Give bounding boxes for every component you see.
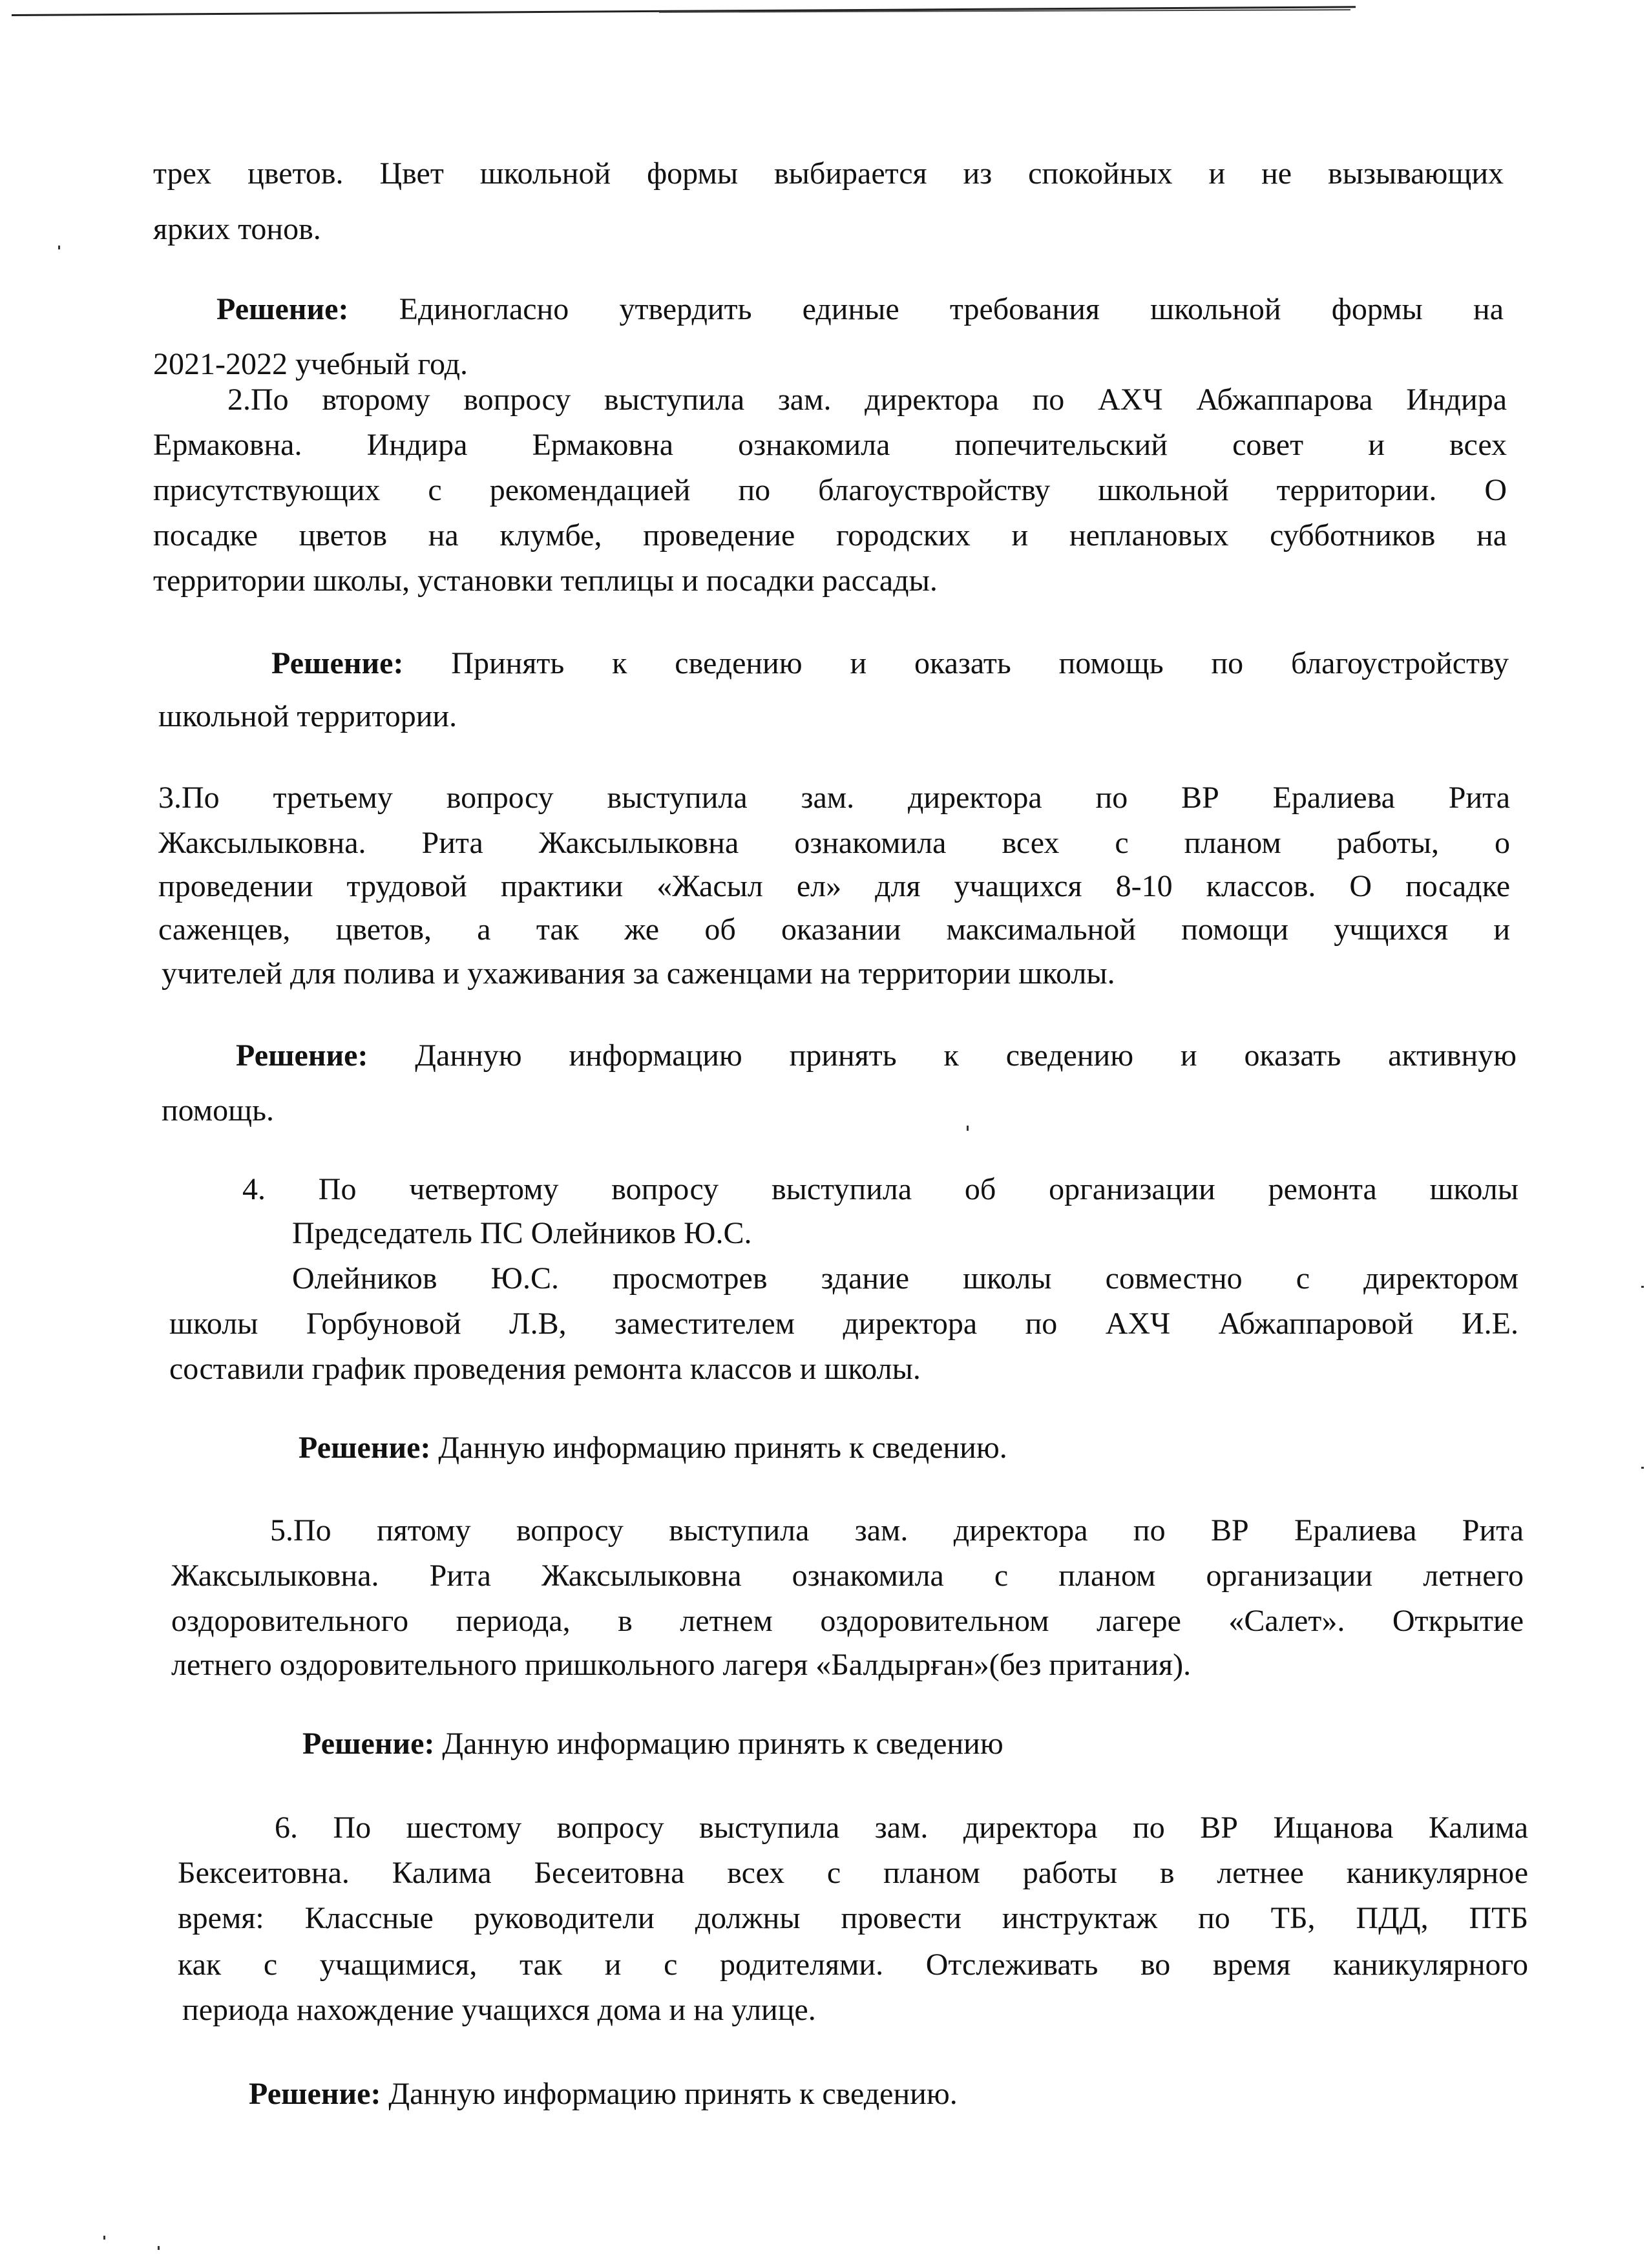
decision-label: Решение: bbox=[216, 292, 349, 326]
body-text-line: Жаксылыковна. Рита Жаксылыковна ознакомила всех с планом работы, о bbox=[158, 826, 1510, 860]
scan-speck bbox=[158, 2246, 160, 2250]
item-5-heading-line: 5.По пятому вопросу выступила зам. директора по ВР Ералиева Рита bbox=[270, 1513, 1524, 1548]
scan-speck bbox=[1641, 1286, 1644, 1288]
decision-paragraph-2 bbox=[271, 645, 1509, 682]
body-text-line: Председатель ПС Олейников Ю.С. bbox=[292, 1216, 752, 1250]
item-4-heading-line: 4. По четвертому вопросу выступила об организации ремонта школы bbox=[242, 1172, 1518, 1206]
decision-text: Единогласно утвердить единые требования школьной формы на bbox=[399, 292, 1504, 326]
decision-paragraph-6 bbox=[249, 2075, 958, 2113]
body-text-line: школьной территории. bbox=[158, 699, 457, 733]
decision-text: Данную информацию принять к сведению bbox=[442, 1727, 1003, 1761]
decision-paragraph-4 bbox=[299, 1429, 1007, 1467]
body-text-line: проведении трудовой практики «Жасыл ел» для учащихся 8-10 классов. О посадке bbox=[158, 869, 1510, 903]
body-text-line: трех цветов. Цвет школьной формы выбирается из спокойных и не вызывающих bbox=[153, 156, 1504, 191]
body-text-line: периода нахождение учащихся дома и на улице. bbox=[182, 1993, 816, 2027]
body-text-line: составили график проведения ремонта классов и школы. bbox=[169, 1352, 921, 1386]
decision-paragraph-5 bbox=[302, 1725, 1003, 1763]
decision-label: Решение: bbox=[236, 1038, 368, 1073]
body-text-line: посадке цветов на клумбе, проведение городских и неплановых субботников на bbox=[153, 518, 1507, 552]
body-text-line: летнего оздоровительного пришкольного лагеря «Балдырған»(без притания). bbox=[171, 1648, 1192, 1682]
decision-text: Данную информацию принять к сведению. bbox=[388, 2077, 958, 2111]
scan-speck bbox=[58, 246, 60, 249]
decision-label: Решение: bbox=[249, 2077, 381, 2111]
body-text-line: помощь. bbox=[162, 1093, 274, 1128]
body-text-line: Бексеитовна. Калима Бесеитовна всех с планом работы в летнее каникулярное bbox=[178, 1856, 1528, 1890]
body-text-line: Ермаковна. Индира Ермаковна ознакомила попечительский совет и всех bbox=[153, 428, 1507, 462]
item-6-heading-line: 6. По шестому вопросу выступила зам. директора по ВР Ищанова Калима bbox=[275, 1811, 1528, 1845]
body-text-line: оздоровительного периода, в летнем оздоровительном лагере «Салет». Открытие bbox=[171, 1604, 1524, 1638]
body-text-line: Олейников Ю.С. просмотрев здание школы совместно с директором bbox=[292, 1261, 1518, 1296]
scan-speck bbox=[1641, 1467, 1644, 1469]
scan-speck bbox=[967, 1126, 969, 1131]
decision-text: Данную информацию принять к сведению. bbox=[438, 1431, 1007, 1465]
decision-paragraph-3 bbox=[236, 1037, 1517, 1075]
item-2-heading-line: 2.По второму вопросу выступила зам. директора по АХЧ Абжаппарова Индира bbox=[227, 383, 1507, 417]
body-text-line: как с учащимися, так и с родителями. Отслеживать во время каникулярного bbox=[178, 1948, 1528, 1982]
decision-text: Данную информацию принять к сведению и оказать активную bbox=[415, 1038, 1517, 1073]
decision-label: Решение: bbox=[299, 1431, 431, 1465]
body-text-line: учителей для полива и ухаживания за саженцами на территории школы. bbox=[162, 956, 1115, 991]
body-text-line: 2021-2022 учебный год. bbox=[153, 347, 468, 381]
decision-text: Принять к сведению и оказать помощь по благоустройству bbox=[451, 646, 1509, 680]
body-text-line: Жаксылыковна. Рита Жаксылыковна ознакомила с планом организации летнего bbox=[171, 1559, 1524, 1593]
item-3-heading-line: 3.По третьему вопросу выступила зам. директора по ВР Ералиева Рита bbox=[158, 781, 1510, 815]
scan-speck bbox=[103, 2236, 105, 2240]
body-text-line: саженцев, цветов, а так же об оказании максимальной помощи учщихся и bbox=[158, 912, 1510, 947]
decision-paragraph-1 bbox=[216, 291, 1504, 328]
body-text-line: присутствующих с рекомендацией по благоуствройству школьной территории. О bbox=[153, 473, 1507, 507]
body-text-line: ярких тонов. bbox=[153, 212, 321, 246]
decision-label: Решение: bbox=[271, 646, 404, 680]
body-text-line: территории школы, установки теплицы и посадки рассады. bbox=[153, 563, 938, 598]
decision-label: Решение: bbox=[302, 1727, 435, 1761]
body-text-line: время: Классные руководители должны провести инструктаж по ТБ, ПДД, ПТБ bbox=[178, 1901, 1528, 1935]
body-text-line: школы Горбуновой Л.В, заместителем директора по АХЧ Абжаппаровой И.Е. bbox=[169, 1307, 1518, 1341]
